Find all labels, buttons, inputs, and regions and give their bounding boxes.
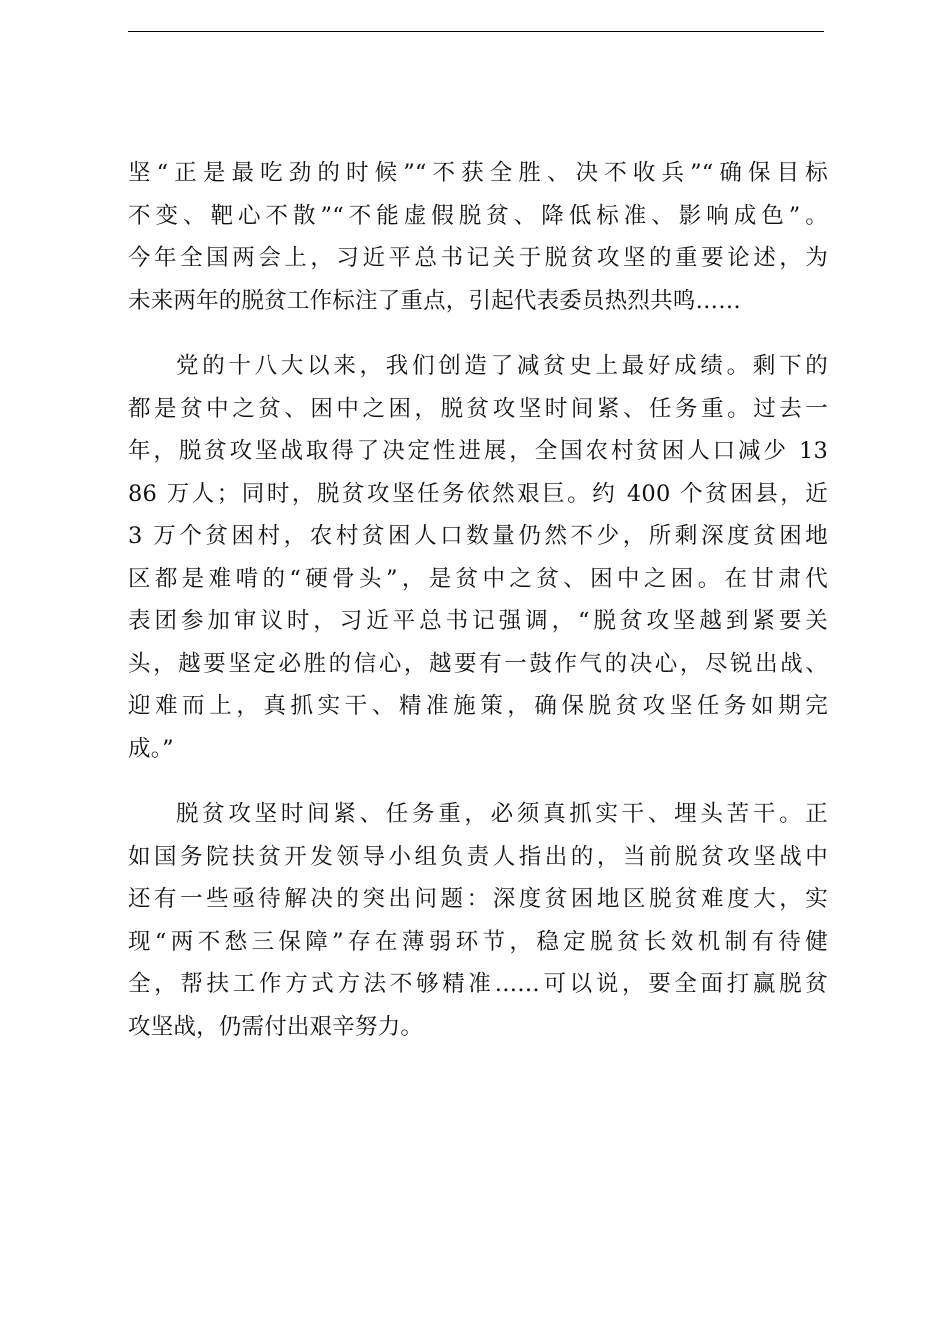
paragraph-line: 未来两年的脱贫工作标注了重点，引起代表委员热烈共鸣……: [128, 287, 741, 314]
paragraph-line: 年，脱贫攻坚战取得了决定性进展，全国农村贫困人口减少 13: [128, 438, 828, 464]
paragraph-2: [128, 345, 828, 770]
paragraph-line: 坚“正是最吃劲的时候”“不获全胜、决不收兵”“确保目标: [128, 160, 828, 186]
paragraph-line: 头，越要坚定必胜的信心，越要有一鼓作气的决心，尽锐出战、: [128, 650, 828, 677]
paragraph-line: 脱贫攻坚时间紧、任务重，必须真抓实干、埋头苦干。正: [176, 801, 828, 827]
paragraph-line: 成。”: [128, 735, 174, 762]
document-body: [128, 152, 828, 1071]
paragraph-1: [128, 152, 828, 322]
header-rule: [128, 31, 824, 32]
paragraph-line: 全，帮扶工作方式方法不够精准……可以说，要全面打赢脱贫: [128, 971, 828, 997]
paragraph-line: 不变、靶心不散”“不能虚假脱贫、降低标准、影响成色”。: [128, 202, 828, 229]
paragraph-line: 区都是难啃的“硬骨头”，是贫中之贫、困中之困。在甘肃代: [128, 565, 828, 592]
paragraph-line: 现“两不愁三保障”存在薄弱环节，稳定脱贫长效机制有待健: [128, 928, 828, 955]
paragraph-line: 还有一些亟待解决的突出问题：深度贫困地区脱贫难度大，实: [128, 886, 828, 912]
paragraph-line: 今年全国两会上，习近平总书记关于脱贫攻坚的重要论述，为: [128, 245, 828, 271]
paragraph-line: 如国务院扶贫开发领导小组负责人指出的，当前脱贫攻坚战中: [128, 843, 828, 870]
paragraph-3: [128, 793, 828, 1048]
paragraph-line: 3 万个贫困村，农村贫困人口数量仍然不少，所剩深度贫困地: [128, 523, 828, 549]
paragraph-line: 攻坚战，仍需付出艰辛努力。: [128, 1013, 424, 1040]
paragraph-line: 都是贫中之贫、困中之困，脱贫攻坚时间紧、任务重。过去一: [128, 395, 828, 422]
paragraph-line: 迎难而上，真抓实干、精准施策，确保脱贫攻坚任务如期完: [128, 693, 828, 719]
paragraph-line: 86 万人；同时，脱贫攻坚任务依然艰巨。约 400 个贫困县，近: [128, 480, 828, 507]
paragraph-line: 党的十八大以来，我们创造了减贫史上最好成绩。剩下的: [176, 353, 828, 379]
paragraph-line: 表团参加审议时，习近平总书记强调，“脱贫攻坚越到紧要关: [128, 608, 828, 634]
